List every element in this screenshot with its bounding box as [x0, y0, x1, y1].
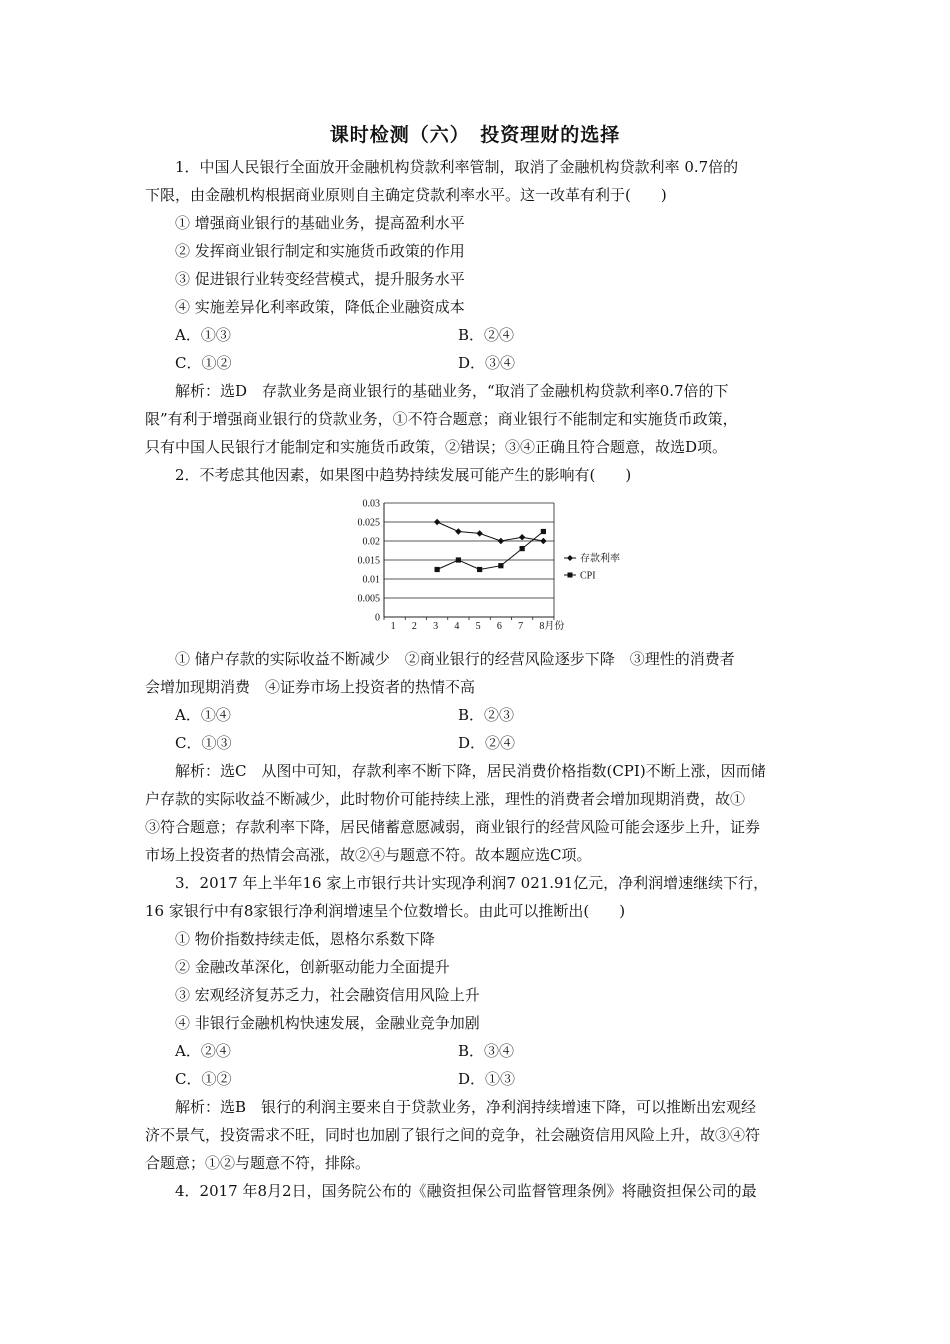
x-tick-label: 2 — [411, 621, 417, 632]
x-tick-label: 5 — [475, 621, 481, 632]
q1-item-2: ② 发挥商业银行制定和实施货币政策的作用 — [175, 242, 465, 260]
q1-option-d: D．③④ — [458, 354, 516, 372]
q2-analysis-line-4: 市场上投资者的热情会高涨，故②④与题意不符。故本题应选C项。 — [145, 846, 592, 864]
q3-item-4: ④ 非银行金融机构快速发展，金融业竞争加剧 — [175, 1014, 480, 1032]
x-tick-label: 1 — [390, 621, 396, 632]
x-tick-label: 3 — [433, 621, 439, 632]
y-tick-label: 0.005 — [357, 593, 380, 605]
q4-stem-line-1: 4．2017 年8月2日，国务院公布的《融资担保公司监督管理条例》将融资担保公司的最 — [175, 1182, 757, 1200]
q3-item-2: ② 金融改革深化，创新驱动能力全面提升 — [175, 958, 450, 976]
q1-item-4: ④ 实施差异化利率政策，降低企业融资成本 — [175, 298, 465, 316]
q1-option-a: A．①③ — [175, 326, 231, 344]
page-title: 课时检测（六） 投资理财的选择 — [329, 124, 621, 146]
q2-option-a: A．①④ — [175, 706, 231, 724]
q1-stem-line-1: 1．中国人民银行全面放开金融机构贷款利率管制，取消了金融机构贷款利率 0.7倍的 — [175, 158, 739, 176]
q3-option-d: D．①③ — [458, 1070, 516, 1088]
q3-analysis-line-1: 解析：选B 银行的利润主要来自于贷款业务，净利润持续增速下降，可以推断出宏观经 — [175, 1098, 757, 1116]
data-point-diamond — [476, 530, 482, 536]
q3-item-1: ① 物价指数持续走低，恩格尔系数下降 — [175, 930, 435, 948]
q2-items-line-2: 会增加现期消费 ④证券市场上投资者的热情不高 — [145, 678, 476, 696]
q1-stem-line-2: 下限，由金融机构根据商业原则自主确定贷款利率水平。这一改革有利于( ) — [145, 186, 667, 204]
legend-label: 存款利率 — [580, 553, 620, 565]
q3-option-b: B．③④ — [458, 1042, 515, 1060]
q2-analysis-line-3: ③符合题意；存款利率下降，居民储蓄意愿减弱，商业银行的经营风险可能会逐步上升，证券 — [145, 818, 761, 836]
q2-items-line-1: ① 储户存款的实际收益不断减少 ②商业银行的经营风险逐步下降 ③理性的消费者 — [175, 650, 735, 668]
y-tick-label: 0.02 — [362, 536, 380, 548]
q1-item-3: ③ 促进银行业转变经营模式，提升服务水平 — [175, 270, 465, 288]
y-tick-label: 0.015 — [357, 555, 380, 567]
q1-item-1: ① 增强商业银行的基础业务，提高盈利水平 — [175, 214, 465, 232]
legend-marker-square — [568, 573, 573, 578]
q3-analysis-line-3: 合题意；①②与题意不符，排除。 — [145, 1154, 371, 1172]
q3-stem-line-2: 16 家银行中有8家银行净利润增速呈个位数增长。由此可以推断出( ) — [145, 902, 626, 920]
legend-marker-diamond — [567, 555, 573, 561]
data-point-square — [541, 529, 546, 534]
series-line-1 — [437, 522, 543, 541]
q1-analysis-line-1: 解析：选D 存款业务是商业银行的基础业务，“取消了金融机构贷款利率0.7倍的下 — [175, 382, 729, 400]
q3-option-a: A．②④ — [175, 1042, 231, 1060]
q1-option-c: C．①② — [175, 354, 232, 372]
q2-analysis-line-1: 解析：选C 从图中可知，存款利率不断下降，居民消费价格指数(CPI)不断上涨，因而储 — [175, 762, 766, 780]
y-tick-label: 0 — [375, 612, 380, 624]
data-point-square — [477, 567, 482, 572]
q3-analysis-line-2: 济不景气，投资需求不旺，同时也加剧了银行之间的竞争，社会融资信用风险上升，故③④符 — [145, 1126, 761, 1144]
q3-option-c: C．①② — [175, 1070, 232, 1088]
data-point-diamond — [540, 538, 546, 544]
q3-item-3: ③ 宏观经济复苏乏力，社会融资信用风险上升 — [175, 986, 480, 1004]
data-point-diamond — [519, 534, 525, 540]
q1-option-b: B．②④ — [458, 326, 515, 344]
q1-analysis-line-2: 限”有利于增强商业银行的贷款业务，①不符合题意；商业银行不能制定和实施货币政策， — [145, 410, 738, 428]
q2-stem: 2．不考虑其他因素，如果图中趋势持续发展可能产生的影响有( ) — [175, 466, 632, 484]
y-tick-label: 0.025 — [357, 517, 380, 529]
y-tick-label: 0.03 — [362, 498, 380, 510]
q2-option-d: D．②④ — [458, 734, 516, 752]
y-tick-label: 0.01 — [362, 574, 380, 586]
x-tick-label: 6 — [496, 621, 502, 632]
data-point-diamond — [434, 519, 440, 525]
data-point-square — [520, 546, 525, 551]
x-tick-label: 4 — [454, 621, 460, 632]
data-point-diamond — [455, 528, 461, 534]
q2-analysis-line-2: 户存款的实际收益不断减少，此时物价可能持续上涨，理性的消费者会增加现期消费，故① — [145, 790, 746, 808]
data-point-square — [435, 567, 440, 572]
data-point-square — [498, 563, 503, 568]
q2-option-c: C．①③ — [175, 734, 232, 752]
legend-label: CPI — [580, 570, 596, 582]
q1-analysis-line-3: 只有中国人民银行才能制定和实施货币政策，②错误；③④正确且符合题意，故选D项。 — [145, 438, 728, 456]
q3-stem-line-1: 3．2017 年上半年16 家上市银行共计实现净利润7 021.91亿元，净利润增速继续下行， — [175, 874, 769, 892]
rate-cpi-line-chart — [340, 493, 620, 638]
x-tick-label: 8月份 — [539, 621, 565, 632]
data-point-square — [456, 557, 461, 562]
x-tick-label: 7 — [518, 621, 524, 632]
data-point-diamond — [498, 538, 504, 544]
q2-option-b: B．②③ — [458, 706, 515, 724]
